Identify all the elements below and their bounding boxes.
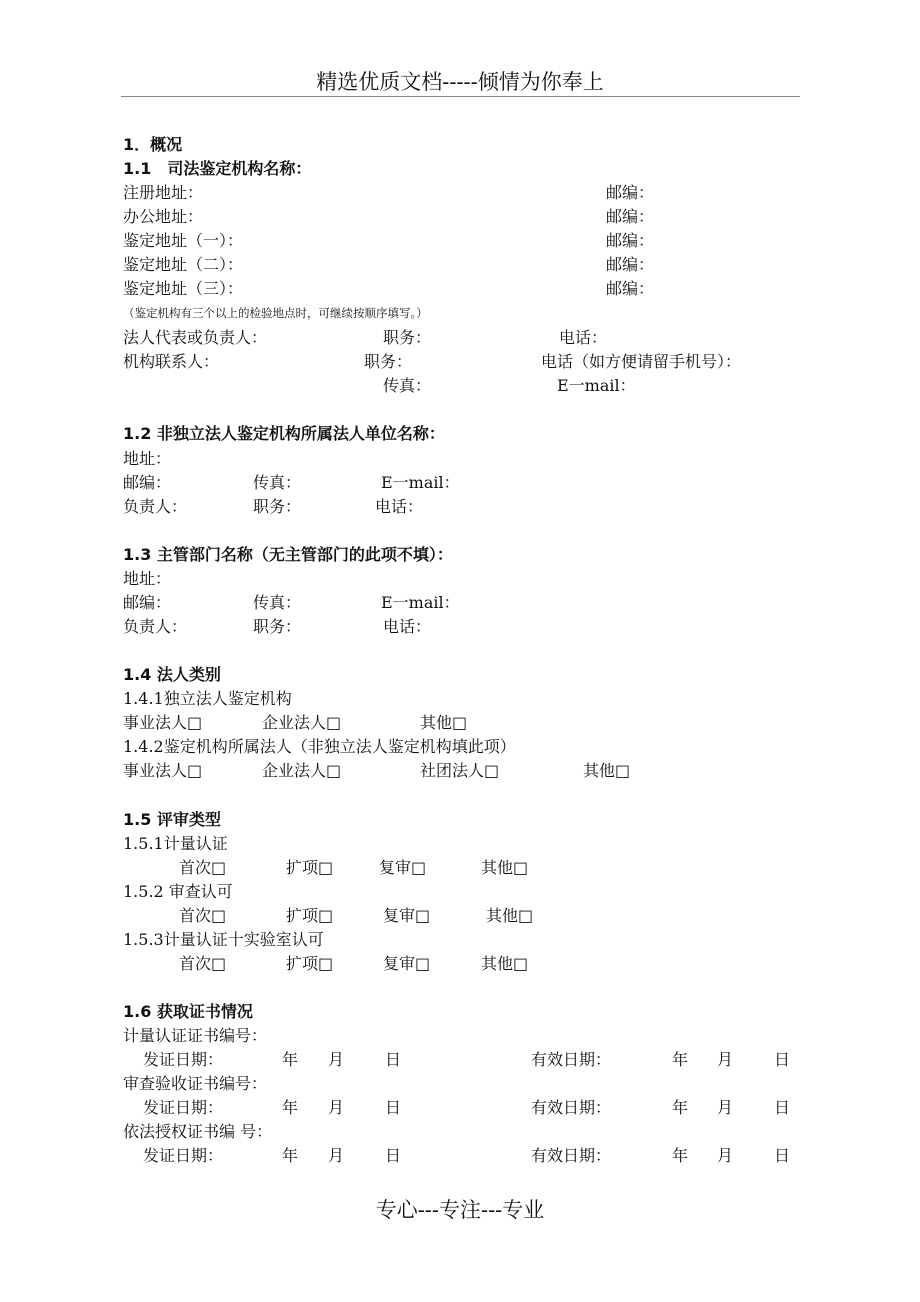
option-expansion[interactable]: 扩项□ xyxy=(286,906,334,925)
option-public-institution[interactable]: 事业法人□ xyxy=(123,761,203,780)
day-label: 日 xyxy=(385,1050,402,1069)
month-label: 月 xyxy=(328,1098,345,1117)
contact-person-label: 机构联系人： xyxy=(123,352,220,371)
fax-label: 传真： xyxy=(253,473,302,492)
section-1-5-title: 1.5 评审类型 xyxy=(123,810,221,829)
phone-label: 电话： xyxy=(375,497,424,516)
valid-date-label: 有效日期： xyxy=(531,1098,612,1117)
option-other[interactable]: 其他□ xyxy=(481,954,529,973)
option-review[interactable]: 复审□ xyxy=(383,906,431,925)
postcode-label: 邮编： xyxy=(606,207,655,226)
affiliated-legal-entity-label: 1.4.2鉴定机构所属法人（非独立法人鉴定机构填此项） xyxy=(123,737,516,756)
header-rule xyxy=(121,96,800,97)
option-first-time[interactable]: 首次□ xyxy=(179,954,227,973)
institution-name-label: 1.1 司法鉴定机构名称： xyxy=(123,159,312,178)
address-note: （鉴定机构有三个以上的检验地点时，可继续按顺序填写。） xyxy=(123,306,428,320)
option-review[interactable]: 复审□ xyxy=(379,858,427,877)
month-label: 月 xyxy=(717,1050,734,1069)
postcode-label: 邮编： xyxy=(123,473,172,492)
postcode-label: 邮编： xyxy=(606,255,655,274)
option-expansion[interactable]: 扩项□ xyxy=(286,954,334,973)
issue-date-label: 发证日期： xyxy=(143,1146,224,1165)
registered-address-label: 注册地址： xyxy=(123,183,204,202)
section-1-3-title: 1.3 主管部门名称（无主管部门的此项不填）： xyxy=(123,545,453,564)
postcode-label: 邮编： xyxy=(606,231,655,250)
fax-label: 传真： xyxy=(383,376,432,395)
year-label: 年 xyxy=(282,1146,299,1165)
day-label: 日 xyxy=(774,1050,791,1069)
email-label: E一mail： xyxy=(557,376,636,395)
page-header: 精选优质文档-----倾情为你奉上 xyxy=(316,70,604,94)
valid-date-label: 有效日期： xyxy=(531,1050,612,1069)
option-other[interactable]: 其他□ xyxy=(583,761,631,780)
metrology-lab-accreditation-label: 1.5.3计量认证十实验室认可 xyxy=(123,930,324,949)
postcode-label: 邮编： xyxy=(123,593,172,612)
year-label: 年 xyxy=(672,1146,689,1165)
authorization-cert-number-label: 依法授权证书编 号： xyxy=(123,1122,273,1141)
option-enterprise[interactable]: 企业法人□ xyxy=(262,761,342,780)
day-label: 日 xyxy=(774,1098,791,1117)
option-first-time[interactable]: 首次□ xyxy=(179,858,227,877)
option-public-institution[interactable]: 事业法人□ xyxy=(123,713,203,732)
option-enterprise[interactable]: 企业法人□ xyxy=(262,713,342,732)
phone-label: 电话： xyxy=(559,328,608,347)
metrology-cert-number-label: 计量认证证书编号： xyxy=(123,1026,268,1045)
option-other[interactable]: 其他□ xyxy=(420,713,468,732)
independent-legal-entity-label: 1.4.1独立法人鉴定机构 xyxy=(123,689,292,708)
appraisal-address-1-label: 鉴定地址（一）： xyxy=(123,231,244,250)
year-label: 年 xyxy=(282,1098,299,1117)
appraisal-address-2-label: 鉴定地址（二）： xyxy=(123,255,244,274)
postcode-label: 邮编： xyxy=(606,279,655,298)
review-approval-label: 1.5.2 审查认可 xyxy=(123,882,233,901)
option-review[interactable]: 复审□ xyxy=(383,954,431,973)
address-label: 地址： xyxy=(123,449,172,468)
address-label: 地址： xyxy=(123,569,172,588)
year-label: 年 xyxy=(672,1050,689,1069)
option-social-organization[interactable]: 社团法人□ xyxy=(420,761,500,780)
option-first-time[interactable]: 首次□ xyxy=(179,906,227,925)
email-label: E一mail： xyxy=(381,473,460,492)
metrology-cert-label: 1.5.1计量认证 xyxy=(123,834,228,853)
section-1-4-title: 1.4 法人类别 xyxy=(123,665,221,684)
month-label: 月 xyxy=(328,1146,345,1165)
issue-date-label: 发证日期： xyxy=(143,1050,224,1069)
position-label: 职务： xyxy=(253,617,302,636)
office-address-label: 办公地址： xyxy=(123,207,204,226)
postcode-label: 邮编： xyxy=(606,183,655,202)
year-label: 年 xyxy=(672,1098,689,1117)
legal-rep-label: 法人代表或负责人： xyxy=(123,328,268,347)
email-label: E一mail： xyxy=(381,593,460,612)
section-1-6-title: 1.6 获取证书情况 xyxy=(123,1002,253,1021)
position-label: 职务： xyxy=(364,352,413,371)
position-label: 职务： xyxy=(253,497,302,516)
head-label: 负责人： xyxy=(123,617,188,636)
option-other[interactable]: 其他□ xyxy=(481,858,529,877)
phone-mobile-label: 电话（如方便请留手机号）： xyxy=(541,352,742,371)
month-label: 月 xyxy=(717,1098,734,1117)
page-footer: 专心---专注---专业 xyxy=(375,1198,545,1222)
issue-date-label: 发证日期： xyxy=(143,1098,224,1117)
position-label: 职务： xyxy=(383,328,432,347)
appraisal-address-3-label: 鉴定地址（三）： xyxy=(123,279,244,298)
section-1-title: 1．概况 xyxy=(123,135,183,154)
day-label: 日 xyxy=(385,1146,402,1165)
day-label: 日 xyxy=(774,1146,791,1165)
valid-date-label: 有效日期： xyxy=(531,1146,612,1165)
section-1-2-title: 1.2 非独立法人鉴定机构所属法人单位名称： xyxy=(123,424,445,443)
option-other[interactable]: 其他□ xyxy=(486,906,534,925)
review-cert-number-label: 审查验收证书编号： xyxy=(123,1074,268,1093)
year-label: 年 xyxy=(282,1050,299,1069)
head-label: 负责人： xyxy=(123,497,188,516)
month-label: 月 xyxy=(328,1050,345,1069)
phone-label: 电话： xyxy=(383,617,432,636)
fax-label: 传真： xyxy=(253,593,302,612)
month-label: 月 xyxy=(717,1146,734,1165)
day-label: 日 xyxy=(385,1098,402,1117)
option-expansion[interactable]: 扩项□ xyxy=(286,858,334,877)
